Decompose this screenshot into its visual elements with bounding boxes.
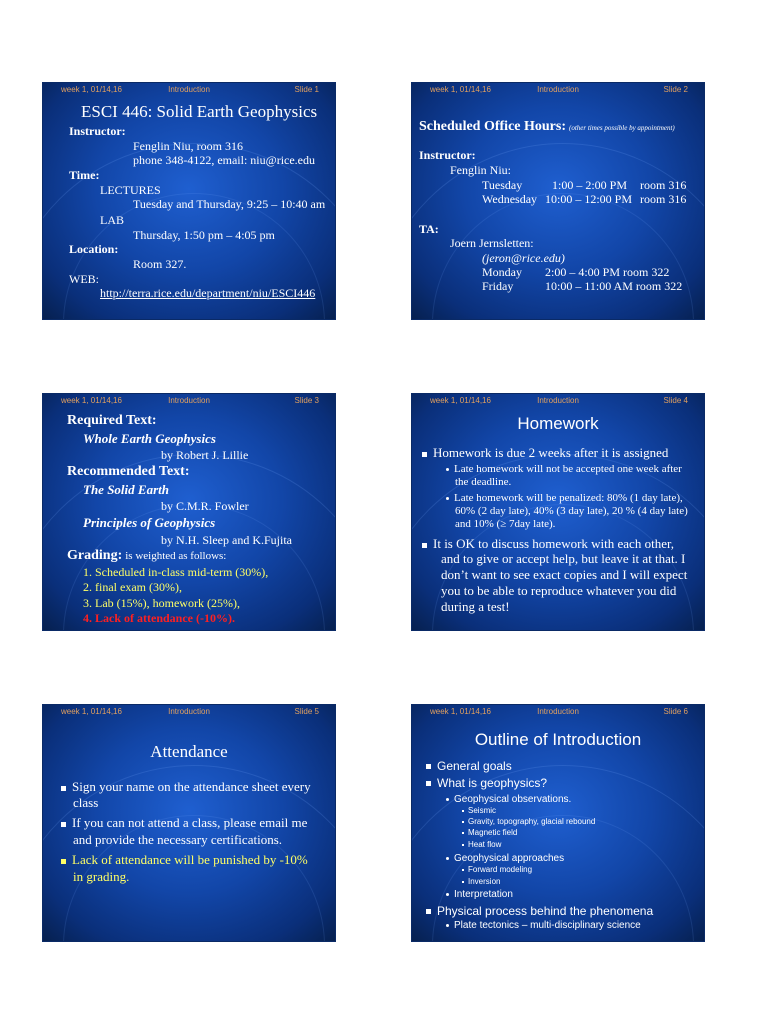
- grading-heading: [67, 548, 226, 564]
- bullet-item: If you can not attend a class, please email me: [61, 815, 307, 831]
- square-bullet-icon: [61, 859, 66, 864]
- location-room: Room 327.: [133, 257, 187, 271]
- dot-bullet-icon: [446, 798, 449, 801]
- topic-label: Introduction: [537, 85, 579, 94]
- instructor-name: Fenglin Niu:: [450, 163, 512, 177]
- outline-subsubitem: Gravity, topography, glacial rebound: [462, 817, 595, 826]
- hours-row-day: Tuesday: [482, 178, 523, 192]
- web-label: WEB:: [69, 272, 99, 286]
- bullet-cont: during a test!: [441, 599, 510, 614]
- topic-label: Introduction: [168, 396, 210, 405]
- square-bullet-icon: [61, 786, 66, 791]
- week-label: week 1, 01/14,16: [61, 707, 122, 716]
- required-text-label: Required Text:: [67, 413, 157, 428]
- outline-item: Physical process behind the phenomena: [426, 904, 653, 918]
- slide-title: ESCI 446: Solid Earth Geophysics: [81, 102, 318, 121]
- topic-label: Introduction: [168, 707, 210, 716]
- hours-row-time: 2:00 – 4:00 PM room 322: [545, 265, 670, 279]
- hours-row-day: Monday: [482, 265, 522, 279]
- outline-subitem: Interpretation: [446, 889, 513, 900]
- grading-item: 3. Lab (15%), homework (25%),: [83, 596, 240, 610]
- instructor-label: Instructor:: [69, 124, 126, 138]
- bullet-cont: and to give or accept help, but leave it at that. I: [441, 551, 686, 566]
- small-bullet-icon: [462, 821, 464, 823]
- outline-subsubitem: Magnetic field: [462, 828, 517, 837]
- square-bullet-icon: [422, 452, 427, 457]
- bullet-cont: in grading.: [73, 869, 130, 884]
- outline-subsubitem: Inversion: [462, 877, 500, 886]
- square-bullet-icon: [426, 781, 431, 786]
- recommended-book-title: The Solid Earth: [83, 482, 169, 497]
- grading-item: 1. Scheduled in-class mid-term (30%),: [83, 565, 269, 579]
- dot-bullet-icon: [446, 893, 449, 896]
- dot-bullet-icon: [446, 857, 449, 860]
- slide-4: [411, 393, 705, 631]
- instructor-label: Instructor:: [419, 148, 476, 162]
- bullet-item-highlight: Lack of attendance will be punished by -10%: [61, 852, 308, 868]
- lab-time: Thursday, 1:50 pm – 4:05 pm: [133, 228, 275, 242]
- week-label: week 1, 01/14,16: [61, 396, 122, 405]
- small-bullet-icon: [462, 844, 464, 846]
- week-label: week 1, 01/14,16: [430, 85, 491, 94]
- slide-title: Attendance: [150, 742, 228, 761]
- sub-bullet-cont: 60% (2 day late), 40% (3 day late), 20 % (4 day late): [455, 505, 688, 517]
- small-bullet-icon: [462, 810, 464, 812]
- outline-subitem: Plate tectonics – multi-disciplinary science: [446, 920, 641, 931]
- topic-label: Introduction: [537, 396, 579, 405]
- outline-item: General goals: [426, 759, 512, 773]
- slide-number: Slide 3: [294, 396, 319, 405]
- hours-row-day: Friday: [482, 279, 514, 293]
- recommended-text-label: Recommended Text:: [67, 464, 190, 479]
- slide-6: [411, 704, 705, 942]
- small-bullet-icon: [462, 832, 464, 834]
- slide-2: [411, 82, 705, 320]
- bullet-item: It is OK to discuss homework with each other,: [422, 536, 674, 552]
- time-label: Time:: [69, 168, 100, 182]
- course-website-link[interactable]: http://terra.rice.edu/department/niu/ESCI446: [100, 286, 316, 300]
- location-label: Location:: [69, 242, 119, 256]
- lab-label: LAB: [100, 213, 124, 227]
- slide-number: Slide 4: [663, 396, 688, 405]
- sub-bullet-item: Late homework will be penalized: 80% (1 day late),: [446, 492, 683, 504]
- dot-bullet-icon: [446, 468, 449, 471]
- lectures-label: LECTURES: [100, 183, 161, 197]
- slide-3: [42, 393, 336, 631]
- grading-item-attendance: 4. Lack of attendance (-10%).: [83, 611, 235, 625]
- square-bullet-icon: [61, 822, 66, 827]
- small-bullet-icon: [462, 881, 464, 883]
- slide-title: [419, 119, 675, 135]
- slide-title: Outline of Introduction: [474, 730, 642, 749]
- dot-bullet-icon: [446, 924, 449, 927]
- small-bullet-icon: [462, 869, 464, 871]
- outline-subitem: Geophysical approaches: [446, 853, 564, 864]
- bullet-cont: you to be able to reproduce whatever you did: [441, 583, 677, 598]
- outline-subsubitem: Seismic: [462, 806, 496, 815]
- dot-bullet-icon: [446, 497, 449, 500]
- sub-bullet-cont: the deadline.: [455, 476, 512, 488]
- square-bullet-icon: [426, 764, 431, 769]
- sub-bullet-item: Late homework will not be accepted one week after: [446, 463, 682, 475]
- hours-row-time: 1:00 – 2:00 PM: [552, 178, 628, 192]
- slide-title: Homework: [517, 414, 599, 433]
- slide-number: Slide 5: [294, 707, 319, 716]
- week-label: week 1, 01/14,16: [430, 396, 491, 405]
- ta-email: (jeron@rice.edu): [482, 251, 565, 265]
- slide-1: [42, 82, 336, 320]
- outline-subsubitem: Heat flow: [462, 840, 501, 849]
- ta-label: TA:: [419, 222, 439, 236]
- grading-label: Grading:: [67, 548, 123, 563]
- bullet-cont: and provide the necessary certifications.: [73, 832, 282, 847]
- bullet-cont: don’t want to see exact copies and I will expect: [441, 567, 688, 582]
- topic-label: Introduction: [168, 85, 210, 94]
- hours-row-room: room 316: [640, 192, 687, 206]
- topic-label: Introduction: [537, 707, 579, 716]
- lectures-time: Tuesday and Thursday, 9:25 – 10:40 am: [133, 197, 326, 211]
- slide-5: [42, 704, 336, 942]
- recommended-book-author: by N.H. Sleep and K.Fujita: [161, 533, 292, 547]
- square-bullet-icon: [426, 909, 431, 914]
- instructor-contact: phone 348-4122, email: niu@rice.edu: [133, 153, 316, 167]
- bullet-item: Homework is due 2 weeks after it is assigned: [422, 445, 668, 461]
- recommended-book-title: Principles of Geophysics: [83, 515, 216, 530]
- office-hours-title: Scheduled Office Hours:: [419, 119, 566, 134]
- outline-subitem: Geophysical observations.: [446, 794, 571, 805]
- required-book-author: by Robert J. Lillie: [161, 448, 249, 462]
- hours-row-day: Wednesday: [482, 192, 538, 206]
- hours-row-time: 10:00 – 11:00 AM room 322: [545, 279, 683, 293]
- sub-bullet-cont: and 10% (≥ 7day late).: [455, 518, 556, 530]
- slide-number: Slide 2: [663, 85, 688, 94]
- week-label: week 1, 01/14,16: [430, 707, 491, 716]
- required-book-title: Whole Earth Geophysics: [83, 431, 216, 446]
- instructor-name: Fenglin Niu, room 316: [133, 139, 243, 153]
- grading-item: 2. final exam (30%),: [83, 580, 182, 594]
- week-label: week 1, 01/14,16: [61, 85, 122, 94]
- office-hours-note: (other times possible by appointment): [569, 124, 675, 132]
- slide-number: Slide 6: [663, 707, 688, 716]
- grading-note: is weighted as follows:: [125, 550, 227, 562]
- recommended-book-author: by C.M.R. Fowler: [161, 499, 249, 513]
- hours-row-room: room 316: [640, 178, 687, 192]
- slide-number: Slide 1: [294, 85, 319, 94]
- outline-subsubitem: Forward modeling: [462, 865, 532, 874]
- bullet-cont: class: [73, 795, 99, 810]
- outline-item: What is geophysics?: [426, 776, 547, 790]
- square-bullet-icon: [422, 543, 427, 548]
- hours-row-time: 10:00 – 12:00 PM: [545, 192, 633, 206]
- bullet-item: Sign your name on the attendance sheet every: [61, 779, 311, 795]
- ta-name: Joern Jernsletten:: [450, 236, 534, 250]
